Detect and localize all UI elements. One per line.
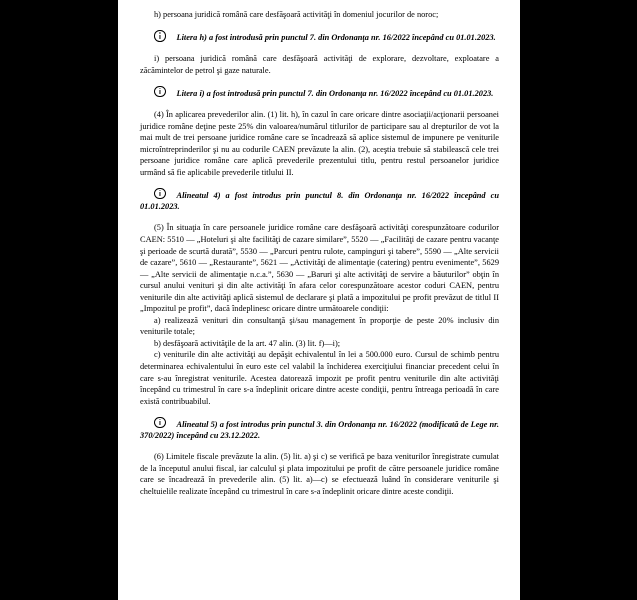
info-circle-icon xyxy=(154,86,166,98)
list-item-alineatul-5-b: b) desfăşoară activităţile de la art. 47 alin. (3) lit. f)—i); xyxy=(154,338,341,348)
paragraph-lit-h: h) persoana juridică română care desfăşoară activităţi în domeniul jocurilor de noroc; xyxy=(154,10,439,19)
amendment-note-litera-i xyxy=(140,86,499,100)
list-item-alineatul-5-c: c) veniturile din alte activităţi au depăşit echivalentul în lei a 500.000 euro. Cursul de schimb pentru determinarea echivalentului în euro este cel valabil la închiderea exerciţiului financiar precedent celui în care s-au înregistrat veniturile. Acestea datorează impozit pe profit pentru veniturile din alte activităţi începând cu trimestrul în care s-a îndeplinit oricare dintre aceste condiţii, pentru întreaga perioadă în care există contribuabilul. xyxy=(140,350,499,406)
info-circle-icon xyxy=(154,30,166,42)
amendment-note-text: Litera i) a fost introdusă prin punctul 7. din Ordonanţa nr. 16/2022 începând cu 01.01.2023. xyxy=(176,88,494,98)
info-circle-icon xyxy=(154,188,166,200)
amendment-note-text: Alineatul 4) a fost introdus prin punctul 8. din Ordonanţa nr. 16/2022 începând cu 01.01.2023. xyxy=(140,190,499,212)
amendment-note-text: Litera h) a fost introdusă prin punctul 7. din Ordonanţa nr. 16/2022 începând cu 01.01.2023. xyxy=(176,33,496,43)
amendment-note-litera-h xyxy=(140,30,499,44)
paragraph-alineatul-6: (6) Limitele fiscale prevăzute la alin. (5) lit. a) şi c) se verifică pe baza veniturilor înregistrate cumulat de la începutul anului fiscal, iar calculul şi plata impozitului pe profit de către persoanele juridice române care se încadrează în prevederile alin. (5) lit. a)—c) se efectuează luând în considerare veniturile şi cheltuielile realizate începând cu trimestrul în care s-a îndeplinit oricare dintre aceste condiţii. xyxy=(140,452,499,497)
paragraph-alineatul-5: (5) În situaţia în care persoanele juridice române care desfăşoară activităţi corespunzătoare codurilor CAEN: 5510 — „Hoteluri şi alte facilităţi de cazare similare”, 5520 — „Facilităţi de cazare pentru vacanţe şi perioade de scurtă durată”, 5530 — „Parcuri pentru rulote, campinguri şi tabere”, 5590 — „Alte servicii de cazare”, 5610 — „Restaurante”, 5621 — „Activităţi de alimentaţie (catering) pentru evenimente”, 5629 — „Alte servicii de alimentaţie n.c.a.”, 5630 — „Baruri şi alte activităţi de servire a băuturilor” obţin în cursul anului venituri şi din alte activităţi în afara celor corespunzătoare acestor coduri CAEN, pentru veniturile din alte activităţi aplică sistemul de declarare şi plată a impozitului pe profit prevăzut de titlul II „Impozitul pe profit”, dacă îndeplinesc oricare dintre următoarele condiţii: xyxy=(140,223,499,314)
document-page xyxy=(118,0,520,600)
list-item-alineatul-5-a: a) realizează venituri din consultanţă şi/sau management în proporţie de peste 20% inclusiv din veniturile totale; xyxy=(140,315,499,337)
amendment-note-alineatul-5 xyxy=(140,417,499,442)
paragraph-lit-i: i) persoana juridică română care desfăşoară activităţi de explorare, dezvoltare, exploatare a zăcămintelor de petrol şi gaze naturale. xyxy=(140,54,499,75)
document-text-body xyxy=(140,9,499,498)
amendment-note-text: Alineatul 5) a fost introdus prin punctul 3. din Ordonanţa nr. 16/2022 (modificată de Lege nr. 370/2022) începând cu 23.12.2022. xyxy=(140,419,499,441)
paragraph-alineatul-4: (4) În aplicarea prevederilor alin. (1) lit. h), în cazul în care oricare dintre asociaţii/acţionarii persoanei juridice române deţine peste 25% din valoarea/numărul titlurilor de participare sau al drepturilor de vot la mai mult de trei persoane juridice române care se încadrează să aplice sistemul de impunere pe veniturile microîntreprinderilor şi nu au codurile CAEN prevăzute la alin. (2), aceştia trebuie să stabilească cele trei persoane juridice române care aplică prevederile prezentului titlu, pentru restul persoanelor juridice urmând să fie aplicabile prevederile titlului II. xyxy=(140,109,499,177)
info-circle-icon xyxy=(154,417,166,429)
amendment-note-alineatul-4 xyxy=(140,188,499,213)
